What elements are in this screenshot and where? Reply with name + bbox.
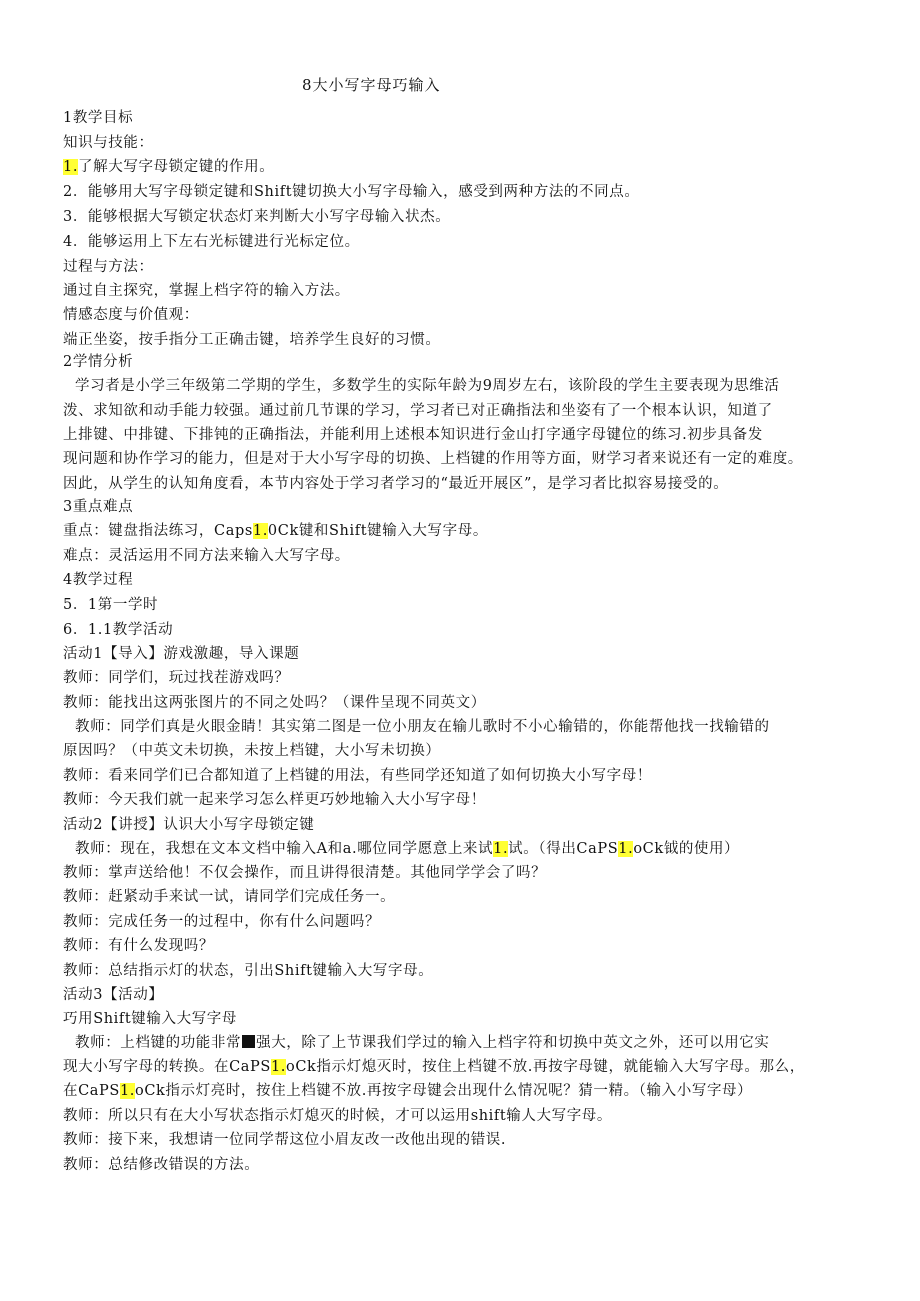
activity-2-line-3: 教师：赶紧动手来试一试，请同学们完成任务一。 [63,889,396,905]
analysis-line-3: 上排键、中排键、下排钝的正确指法，并能利用上述根本知识进行金山打字通字母键位的练习.初步具备发 [63,427,763,443]
activity-2-line-6: 教师：总结指示灯的状态，引出Shift键输入大写字母。 [63,963,434,979]
subheading-process: 过程与方法： [63,259,154,275]
attitude-text: 端正坐姿，按手指分工正确击键，培养学生良好的习惯。 [63,332,441,348]
keypoint-line [63,521,488,541]
highlight-mark: 1. [63,159,79,175]
analysis-line-5: 因此，从学生的认知角度看，本节内容处于学习者学习的“最近开展区”，是学习者比拟容易接受的。 [63,476,729,492]
act3-line3-a: 在CaPS [63,1083,120,1099]
keypoint-text-b: 0Ck键和Shift键输入大写字母。 [267,523,488,539]
subheading-attitude: 情感态度与价值观： [63,307,199,323]
heading-analysis: 2学情分析 [63,354,134,370]
activity-3-title: 活动3【活动】 [63,987,164,1003]
teacher-line-5: 教师：今天我们就一起来学习怎么样更巧妙地输入大小写字母！ [63,792,486,808]
difficulty-line: 难点：灵活运用不同方法来输入大写字母。 [63,548,350,564]
highlight-mark: 1. [119,1083,135,1099]
session-heading: 5．1第一学时 [63,597,159,613]
activity-2-line-5: 教师：有什么发现吗？ [63,938,214,954]
heading-process-teaching: 4教学过程 [63,572,134,588]
highlight-mark: 1. [252,523,268,539]
heading-keypoints: 3重点难点 [63,499,134,515]
heading-objectives: 1教学目标 [63,110,134,126]
activity-3-line-2 [63,1057,805,1077]
teacher-line-1: 教师：同学们，玩过找茬游戏吗？ [63,670,290,686]
activity-3-line-6: 教师：总结修改错误的方法。 [63,1157,260,1173]
activity-2-line-1 [75,839,739,859]
highlight-mark: 1. [270,1059,286,1075]
objective-1 [63,157,274,177]
activity-2-line-4: 教师：完成任务一的过程中，你有什么问题吗？ [63,914,381,930]
objective-2: 2．能够用大写字母锁定键和Shift键切换大小写字母输入，感受到两种方法的不同点。 [63,184,640,200]
activity-3-line-4: 教师：所以只有在大小写状态指示灯熄灭的时候，才可以运用shift输人大写字母。 [63,1108,613,1124]
act3-line2-b: oCk指示灯熄灭时，按住上档键不放.再按字母键，就能输入大写字母。那么， [285,1059,805,1075]
doc-title: 8大小写字母巧输入 [302,76,441,94]
teacher-line-3: 教师：同学们真是火眼金睛！其实第二图是一位小朋友在输儿歌时不小心输错的，你能帮他找一找输错的 [75,719,770,735]
highlight-mark: 1. [618,841,634,857]
teacher-line-3b: 原因吗？（中英文未切换，未按上档键，大小写未切换） [63,743,441,759]
act2-text-a: 教师：现在，我想在文本文档中输入A和a.哪位同学愿意上来试 [75,841,494,857]
redaction-block [242,1035,255,1048]
act3-text-b: 强大，除了上节课我们学过的输入上档字符和切换中英文之外，还可以用它实 [256,1035,770,1051]
analysis-line-4: 现问题和协作学习的能力，但是对于大小写字母的切换、上档键的作用等方面，财学习者来说还有一定的难度。 [63,451,803,467]
activity-2-title: 活动2【讲授】认识大小写字母锁定键 [63,817,315,833]
analysis-line-1: 学习者是小学三年级第二学期的学生，多数学生的实际年龄为9周岁左右，该阶段的学生主要表现为思维活 [75,378,780,394]
analysis-line-2: 泼、求知欲和动手能力较强。通过前几节课的学习，学习者已对正确指法和坐姿有了一个根本认识，知道了 [63,403,773,419]
objective-4: 4．能够运用上下左右光标键进行光标定位。 [63,234,360,250]
teacher-line-2: 教师：能找出这两张图片的不同之处吗？（课件呈现不同英文） [63,695,486,711]
act3-line3-b: oCk指示灯亮时，按住上档键不放.再按字母键会出现什么情况呢？猜一精。（输入小写字母） [134,1083,753,1099]
activity-heading: 6．1.1教学活动 [63,622,174,638]
teacher-line-4: 教师：看来同学们已合都知道了上档键的用法，有些同学还知道了如何切换大小写字母！ [63,768,652,784]
subheading-knowledge: 知识与技能： [63,135,154,151]
keypoint-text-a: 重点：键盘指法练习，Caps [63,523,253,539]
process-text: 通过自主探究，掌握上档字符的输入方法。 [63,283,350,299]
activity-2-line-2: 教师：掌声送给他！不仅会操作，而且讲得很清楚。其他同学学会了吗？ [63,865,547,881]
act3-line2-a: 现大小写字母的转换。在CaPS [63,1059,271,1075]
activity-3-line-5: 教师：接下来，我想请一位同学帮这位小眉友改一改他出现的错误. [63,1132,507,1148]
act3-text-a: 教师：上档键的功能非常 [75,1035,242,1051]
objective-3: 3．能够根据大写锁定状态灯来判断大小写字母输入状杰。 [63,209,451,225]
act2-text-c: oCk钺的使用） [633,841,740,857]
activity-3-subtitle: 巧用Shift键输入大写字母 [63,1011,238,1027]
highlight-mark: 1. [493,841,509,857]
act2-text-b: 试。（得出CaPS [508,841,619,857]
activity-3-line-3 [63,1081,752,1101]
activity-1-title: 活动1【导入】游戏激趣，导入课题 [63,646,300,662]
activity-3-line-1 [75,1033,770,1053]
objective-1-text: 了解大写字母锁定键的作用。 [78,159,275,175]
